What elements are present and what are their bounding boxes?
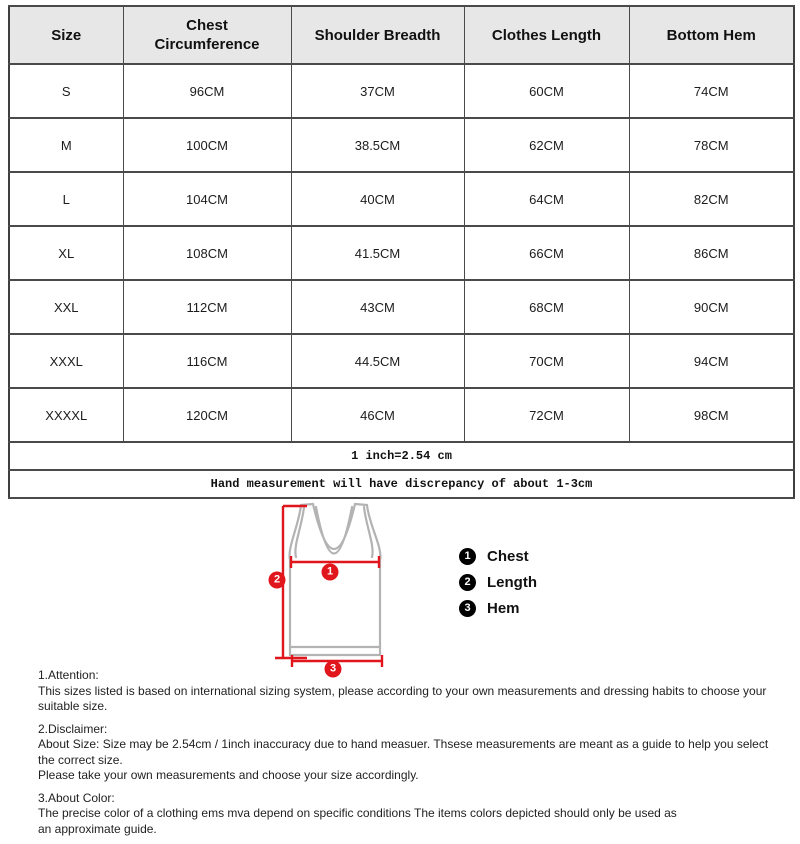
legend-label: Chest bbox=[487, 547, 529, 565]
section-text: Please take your own measurements and choose your size accordingly. bbox=[38, 768, 419, 782]
shoulder-cell: 38.5CM bbox=[291, 118, 464, 172]
hem-cell: 82CM bbox=[629, 172, 794, 226]
shoulder-cell: 41.5CM bbox=[291, 226, 464, 280]
length-cell: 66CM bbox=[464, 226, 629, 280]
chest-cell: 100CM bbox=[123, 118, 291, 172]
info-sections bbox=[38, 668, 786, 844]
section-disclaimer bbox=[38, 722, 786, 784]
length-cell: 60CM bbox=[464, 64, 629, 118]
legend-number-badge: 1 bbox=[459, 548, 476, 565]
table-row bbox=[9, 226, 794, 280]
column-header-shoulder bbox=[291, 6, 464, 64]
column-header-chest bbox=[123, 6, 291, 64]
column-header-label: Bottom Hem bbox=[666, 26, 756, 44]
note-inch-conversion: 1 inch=2.54 cm bbox=[9, 442, 794, 470]
legend-label: Length bbox=[487, 573, 537, 591]
tank-top-diagram bbox=[240, 500, 570, 692]
section-heading: 1.Attention: bbox=[38, 668, 99, 682]
length-cell: 70CM bbox=[464, 334, 629, 388]
section-attention bbox=[38, 668, 786, 715]
chest-cell: 116CM bbox=[123, 334, 291, 388]
marker-length-badge: 2 bbox=[269, 572, 286, 589]
shoulder-cell: 44.5CM bbox=[291, 334, 464, 388]
hem-cell: 86CM bbox=[629, 226, 794, 280]
chest-cell: 108CM bbox=[123, 226, 291, 280]
hem-cell: 94CM bbox=[629, 334, 794, 388]
section-text: The precise color of a clothing ems mva depend on specific conditions The items colors depicted should only be used as bbox=[38, 806, 677, 820]
section-text: This sizes listed is based on international sizing system, please according to your own measurements and dressing habits to choose your suitable size. bbox=[38, 683, 767, 713]
column-header-size bbox=[9, 6, 123, 64]
size-cell: L bbox=[9, 172, 123, 226]
marker-hem-badge: 3 bbox=[325, 661, 342, 678]
length-cell: 72CM bbox=[464, 388, 629, 442]
column-header-label: Shoulder Breadth bbox=[314, 26, 441, 44]
table-row bbox=[9, 172, 794, 226]
shoulder-cell: 43CM bbox=[291, 280, 464, 334]
size-cell: XL bbox=[9, 226, 123, 280]
column-header-label: Size bbox=[51, 26, 82, 44]
size-cell: XXXL bbox=[9, 334, 123, 388]
length-cell: 68CM bbox=[464, 280, 629, 334]
table-row bbox=[9, 280, 794, 334]
table-row bbox=[9, 64, 794, 118]
section-heading: 2.Disclaimer: bbox=[38, 721, 108, 736]
measurement-legend bbox=[459, 543, 537, 621]
column-header-label: Chest Circumference bbox=[154, 17, 260, 53]
shoulder-cell: 37CM bbox=[291, 64, 464, 118]
legend-label: Hem bbox=[487, 599, 520, 617]
chest-cell: 112CM bbox=[123, 280, 291, 334]
section-about-color bbox=[38, 791, 786, 838]
chest-cell: 120CM bbox=[123, 388, 291, 442]
section-heading: 3.About Color: bbox=[38, 790, 115, 805]
section-text: an approximate guide. bbox=[38, 821, 157, 836]
legend-item bbox=[459, 543, 537, 569]
legend-item bbox=[459, 595, 537, 621]
marker-chest-badge: 1 bbox=[322, 564, 339, 581]
size-cell: XXL bbox=[9, 280, 123, 334]
size-cell: M bbox=[9, 118, 123, 172]
column-header-length bbox=[464, 6, 629, 64]
column-header-label: Clothes Length bbox=[491, 26, 602, 44]
table-row bbox=[9, 334, 794, 388]
note-row bbox=[9, 442, 794, 470]
note-row bbox=[9, 470, 794, 498]
shoulder-cell: 46CM bbox=[291, 388, 464, 442]
note-measurement-discrepancy: Hand measurement will have discrepancy of about 1-3cm bbox=[9, 470, 794, 498]
table-row bbox=[9, 388, 794, 442]
size-chart-table bbox=[8, 5, 795, 499]
hem-cell: 98CM bbox=[629, 388, 794, 442]
hem-cell: 74CM bbox=[629, 64, 794, 118]
length-cell: 62CM bbox=[464, 118, 629, 172]
legend-item bbox=[459, 569, 537, 595]
hem-cell: 78CM bbox=[629, 118, 794, 172]
table-row bbox=[9, 118, 794, 172]
size-cell: S bbox=[9, 64, 123, 118]
hem-cell: 90CM bbox=[629, 280, 794, 334]
section-text: About Size: Size may be 2.54cm / 1inch inaccuracy due to hand measuer. Thsese measurements are meant as a guide to help you select the correct size. bbox=[38, 737, 769, 767]
header-row bbox=[9, 6, 794, 64]
chest-cell: 104CM bbox=[123, 172, 291, 226]
legend-number-badge: 3 bbox=[459, 600, 476, 617]
size-table-body bbox=[9, 64, 794, 498]
length-cell: 64CM bbox=[464, 172, 629, 226]
chest-cell: 96CM bbox=[123, 64, 291, 118]
size-cell: XXXXL bbox=[9, 388, 123, 442]
column-header-hem bbox=[629, 6, 794, 64]
shoulder-cell: 40CM bbox=[291, 172, 464, 226]
legend-number-badge: 2 bbox=[459, 574, 476, 591]
